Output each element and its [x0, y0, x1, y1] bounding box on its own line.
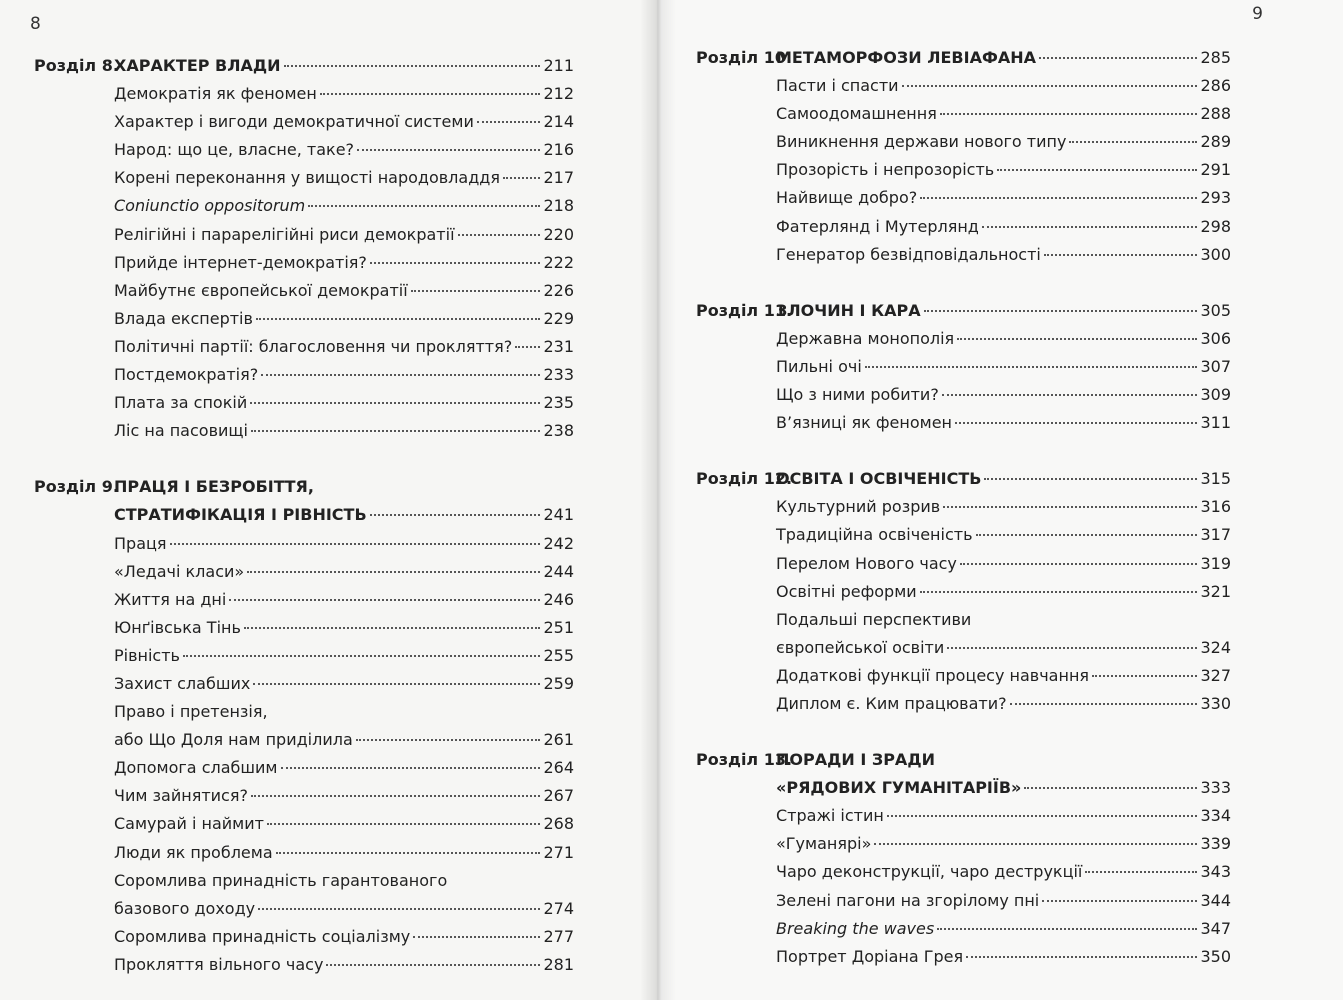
toc-entry[interactable]: [696, 100, 1231, 128]
leader-dots: [251, 795, 541, 797]
left-page: [0, 0, 658, 1000]
toc-left: [34, 52, 574, 979]
leader-dots: [256, 318, 541, 320]
toc-chapter-13-line2[interactable]: [696, 774, 1231, 802]
leader-dots: [244, 627, 541, 629]
toc-entry[interactable]: [34, 642, 574, 670]
page-ref: 343: [1200, 862, 1231, 882]
toc-entry[interactable]: [34, 136, 574, 164]
leader-dots: [247, 571, 540, 573]
page-ref: 285: [1200, 48, 1231, 67]
leader-dots: [251, 430, 541, 432]
toc-entry[interactable]: [34, 80, 574, 108]
chapter-13-sections: [696, 802, 1231, 971]
leader-dots: [997, 169, 1197, 171]
entry-title: базового доходу: [114, 898, 256, 918]
entry-title: Пильні очі: [776, 356, 862, 376]
toc-entry[interactable]: [696, 802, 1231, 830]
chapter-title: ОСВІТА І ОСВІЧЕНІСТЬ: [776, 469, 982, 489]
leader-dots: [887, 815, 1198, 817]
entry-title: Перелом Нового часу: [776, 553, 957, 573]
entry-title: Фатерлянд і Мутерлянд: [776, 216, 979, 236]
toc-entry[interactable]: [34, 614, 574, 642]
toc-entry[interactable]: [34, 305, 574, 333]
entry-title: Праця: [114, 533, 167, 553]
entry-title: Самурай і наймит: [114, 814, 264, 834]
leader-dots: [503, 177, 540, 179]
page-ref: 333: [1200, 778, 1231, 798]
chapter-title: ХАРАКТЕР ВЛАДИ: [114, 56, 281, 75]
toc-right: [696, 44, 1231, 971]
entry-title: Генератор безвідповідальності: [776, 244, 1041, 264]
entry-title: Виникнення держави нового типу: [776, 132, 1067, 152]
leader-dots: [284, 65, 541, 67]
toc-entry[interactable]: [696, 690, 1231, 718]
chapter-12-sections-a: [696, 493, 1231, 605]
entry-title: Освітні реформи: [776, 581, 917, 601]
page-ref: 261: [543, 730, 574, 750]
leader-dots: [413, 936, 540, 938]
entry-title: Чаро деконструкції, чаро деструкції: [776, 862, 1083, 882]
chapter-label: Розділ 8.: [34, 56, 119, 75]
toc-entry[interactable]: [34, 951, 574, 979]
page-ref: 311: [1200, 413, 1231, 433]
leader-dots: [942, 394, 1198, 396]
page-ref: 289: [1200, 132, 1231, 152]
leader-dots: [957, 338, 1197, 340]
toc-entry[interactable]: [696, 409, 1231, 437]
leader-dots: [940, 113, 1198, 115]
page-ref: 214: [543, 112, 574, 132]
leader-dots: [515, 346, 540, 348]
page-ref: 334: [1200, 806, 1231, 826]
page-ref: 316: [1200, 497, 1231, 517]
toc-chapter-9-line2[interactable]: [34, 501, 574, 529]
toc-entry[interactable]: [34, 108, 574, 136]
page-ref: 288: [1200, 104, 1231, 124]
page-ref: 307: [1200, 356, 1231, 376]
leader-dots: [258, 908, 540, 910]
entry-title: Державна монополія: [776, 328, 955, 348]
page-ref: 268: [543, 814, 574, 834]
entry-title: Народ: що це, власне, таке?: [114, 140, 355, 160]
toc-entry-doxid-line1[interactable]: [34, 867, 574, 895]
toc-entry[interactable]: [696, 72, 1231, 100]
entry-title: Корені переконання у вищості народовладдя: [114, 168, 500, 188]
leader-dots: [937, 928, 1197, 930]
entry-title: Ліс на пасовищі: [114, 421, 248, 441]
page-ref: 293: [1200, 188, 1231, 208]
entry-title: Постдемократія?: [114, 365, 259, 385]
page-ref: 317: [1200, 525, 1231, 545]
toc-entry[interactable]: [34, 277, 574, 305]
page-number-left: 8: [30, 14, 41, 34]
entry-title: Традиційна освіченість: [776, 525, 973, 545]
entry-title: або Що Доля нам приділила: [114, 730, 353, 750]
leader-dots: [276, 852, 541, 854]
entry-title: Допомога слабшим: [114, 758, 278, 778]
leader-dots: [357, 149, 540, 151]
entry-title: Пасти і спасти: [776, 76, 899, 96]
toc-entry[interactable]: [34, 530, 574, 558]
chapter-8-sections: [34, 80, 574, 445]
entry-title: Право і претензія,: [114, 702, 268, 722]
page-number-right: 9: [1252, 4, 1263, 24]
page-ref: 350: [1200, 946, 1231, 966]
leader-dots: [170, 543, 541, 545]
leader-dots: [183, 655, 540, 657]
entry-title: Найвище добро?: [776, 188, 918, 208]
entry-title: Юнґівська Тінь: [114, 617, 241, 637]
entry-title: Релігійні і парарелігійні риси демократії: [114, 224, 455, 244]
leader-dots: [1044, 254, 1198, 256]
page-ref: 347: [1200, 918, 1231, 938]
leader-dots: [924, 310, 1198, 312]
leader-dots: [955, 422, 1197, 424]
page-ref: 238: [543, 421, 574, 441]
leader-dots: [477, 121, 541, 123]
entry-title: Влада експертів: [114, 308, 253, 328]
toc-entry[interactable]: [34, 782, 574, 810]
chapter-label: Розділ 12.: [696, 469, 793, 489]
toc-entry[interactable]: [696, 915, 1231, 943]
page-ref: 300: [1200, 244, 1231, 264]
toc-entry[interactable]: [34, 586, 574, 614]
leader-dots: [984, 478, 1197, 480]
entry-title: Додаткові функції процесу навчання: [776, 665, 1090, 685]
toc-entry[interactable]: [34, 221, 574, 249]
toc-entry[interactable]: [34, 670, 574, 698]
page-ref: 242: [543, 533, 574, 553]
leader-dots: [1069, 141, 1197, 143]
page-ref: 241: [543, 505, 574, 525]
leader-dots: [966, 956, 1197, 958]
toc-entry[interactable]: [696, 550, 1231, 578]
page-ref: 235: [543, 393, 574, 413]
entry-title: Прокляття вільного часу: [114, 954, 324, 974]
leader-dots: [976, 534, 1198, 536]
leader-dots: [370, 262, 541, 264]
page-ref: 217: [543, 168, 574, 188]
chapter-label: Розділ 10.: [696, 48, 793, 67]
leader-dots: [326, 964, 540, 966]
toc-entry[interactable]: [696, 887, 1231, 915]
leader-dots: [281, 767, 541, 769]
page-ref: 259: [543, 673, 574, 693]
page-ref: 244: [543, 561, 574, 581]
leader-dots: [356, 739, 541, 741]
toc-chapter-13[interactable]: [696, 746, 1231, 774]
page-ref: 330: [1200, 693, 1231, 713]
leader-dots: [261, 374, 540, 376]
toc-entry-persp-line1[interactable]: [696, 606, 1231, 634]
entry-title: Стражі істин: [776, 806, 884, 826]
right-page: [658, 0, 1343, 1000]
toc-entry[interactable]: [34, 164, 574, 192]
page-ref: 281: [543, 954, 574, 974]
toc-entry[interactable]: [34, 754, 574, 782]
leader-dots: [1042, 900, 1197, 902]
toc-chapter-11[interactable]: [696, 297, 1231, 325]
toc-entry[interactable]: [34, 361, 574, 389]
leader-dots: [947, 647, 1197, 649]
toc-entry[interactable]: [34, 839, 574, 867]
toc-entry[interactable]: [696, 184, 1231, 212]
toc-entry[interactable]: [696, 521, 1231, 549]
toc-entry[interactable]: [696, 943, 1231, 971]
toc-entry[interactable]: [34, 923, 574, 951]
toc-entry[interactable]: [696, 858, 1231, 886]
entry-title: Життя на дні: [114, 589, 227, 609]
page-ref: 309: [1200, 385, 1231, 405]
page-ref: 255: [543, 645, 574, 665]
entry-title: європейської освіти: [776, 637, 945, 657]
toc-chapter-8[interactable]: [34, 52, 574, 80]
page-ref: 306: [1200, 328, 1231, 348]
entry-title: В’язниці як феномен: [776, 413, 952, 433]
toc-entry[interactable]: [696, 156, 1231, 184]
leader-dots: [1092, 675, 1197, 677]
page-ref: 327: [1200, 665, 1231, 685]
chapter-title-line1: ПРАЦЯ І БЕЗРОБІТТЯ,: [114, 477, 314, 497]
leader-dots: [267, 823, 541, 825]
leader-dots: [411, 290, 541, 292]
page-ref: 286: [1200, 76, 1231, 96]
page-ref: 324: [1200, 637, 1231, 657]
leader-dots: [920, 591, 1198, 593]
entry-title: Що з ними робити?: [776, 385, 939, 405]
page-ref: 274: [543, 898, 574, 918]
entry-title: Прозорість і непрозорість: [776, 160, 995, 180]
toc-chapter-10[interactable]: [696, 44, 1231, 72]
entry-title: Диплом є. Ким працювати?: [776, 693, 1007, 713]
entry-title: Соромлива принадність соціалізму: [114, 926, 411, 946]
leader-dots: [320, 93, 541, 95]
toc-entry[interactable]: [34, 417, 574, 445]
toc-entry-pravo-line1[interactable]: [34, 698, 574, 726]
entry-title: Рівність: [114, 645, 180, 665]
toc-entry-doxid-line2[interactable]: [34, 895, 574, 923]
entry-title: Культурний розрив: [776, 497, 941, 517]
entry-title: Захист слабших: [114, 673, 251, 693]
entry-title: Coniunctio oppositorum: [114, 196, 306, 216]
leader-dots: [250, 402, 540, 404]
entry-title: Самоодомашнення: [776, 104, 937, 124]
leader-dots: [960, 563, 1198, 565]
leader-dots: [1024, 787, 1197, 789]
entry-title: Чим зайнятися?: [114, 786, 248, 806]
entry-title: Breaking the waves: [776, 918, 935, 938]
toc-entry[interactable]: [696, 578, 1231, 606]
page-ref: 211: [543, 56, 574, 75]
page-ref: 220: [543, 224, 574, 244]
leader-dots: [458, 234, 541, 236]
leader-dots: [874, 843, 1197, 845]
leader-dots: [229, 599, 540, 601]
chapter-title: МЕТАМОРФОЗИ ЛЕВІАФАНА: [776, 48, 1036, 67]
toc-entry[interactable]: [696, 493, 1231, 521]
leader-dots: [308, 205, 540, 207]
page-ref: 305: [1200, 300, 1231, 320]
chapter-title-line1: ПОРАДИ І ЗРАДИ: [776, 750, 935, 770]
entry-title: Соромлива принадність гарантованого: [114, 870, 448, 890]
leader-dots: [1039, 57, 1197, 59]
page-ref: 319: [1200, 553, 1231, 573]
chapter-label: Розділ 9.: [34, 477, 119, 497]
page-ref: 222: [543, 252, 574, 272]
entry-title: Майбутнє європейської демократії: [114, 280, 408, 300]
page-ref: 229: [543, 308, 574, 328]
leader-dots: [982, 226, 1198, 228]
leader-dots: [943, 506, 1197, 508]
page-ref: 321: [1200, 581, 1231, 601]
toc-entry[interactable]: [696, 662, 1231, 690]
page-ref: 298: [1200, 216, 1231, 236]
toc-entry-pravo-line2[interactable]: [34, 726, 574, 754]
entry-title: Люди як проблема: [114, 842, 273, 862]
chapter-12-sections-b: [696, 662, 1231, 718]
chapter-9-sections-c: [34, 923, 574, 979]
leader-dots: [902, 85, 1198, 87]
chapter-title: ЗЛОЧИН І КАРА: [776, 300, 921, 320]
page-ref: 267: [543, 786, 574, 806]
page-ref: 277: [543, 926, 574, 946]
toc-entry[interactable]: [34, 192, 574, 220]
leader-dots: [1085, 871, 1197, 873]
page-ref: 218: [543, 196, 574, 216]
entry-title: Демократія як феномен: [114, 84, 317, 104]
leader-dots: [370, 514, 541, 516]
leader-dots: [253, 683, 540, 685]
page-ref: 226: [543, 280, 574, 300]
page-ref: 264: [543, 758, 574, 778]
page-ref: 271: [543, 842, 574, 862]
entry-title: Характер і вигоди демократичної системи: [114, 112, 474, 132]
leader-dots: [1010, 703, 1198, 705]
toc-entry[interactable]: [34, 389, 574, 417]
toc-entry[interactable]: [696, 128, 1231, 156]
page-ref: 231: [543, 336, 574, 356]
page-ref: 344: [1200, 890, 1231, 910]
entry-title: Зелені пагони на згорілому пні: [776, 890, 1040, 910]
chapter-label: Розділ 11.: [696, 300, 793, 320]
toc-entry[interactable]: [696, 830, 1231, 858]
page-ref: 339: [1200, 834, 1231, 854]
page-ref: 212: [543, 84, 574, 104]
page-ref: 246: [543, 589, 574, 609]
toc-entry[interactable]: [696, 241, 1231, 269]
chapter-9-sections-b: [34, 754, 574, 866]
chapter-label: Розділ 13.: [696, 750, 793, 770]
leader-dots: [865, 366, 1198, 368]
entry-title: Подальші перспективи: [776, 609, 972, 629]
chapter-11-sections: [696, 325, 1231, 437]
page-ref: 216: [543, 140, 574, 160]
toc-entry[interactable]: [34, 333, 574, 361]
toc-entry[interactable]: [696, 213, 1231, 241]
toc-entry[interactable]: [34, 810, 574, 838]
chapter-title-line2: «РЯДОВИХ ГУМАНІТАРІЇВ»: [776, 778, 1022, 798]
toc-entry-persp-line2[interactable]: [696, 634, 1231, 662]
toc-entry[interactable]: [34, 249, 574, 277]
toc-entry[interactable]: [696, 381, 1231, 409]
toc-entry[interactable]: [696, 353, 1231, 381]
page-ref: 291: [1200, 160, 1231, 180]
chapter-title-line2: СТРАТИФІКАЦІЯ І РІВНІСТЬ: [114, 505, 367, 525]
entry-title: Прийде інтернет-демократія?: [114, 252, 367, 272]
page-ref: 233: [543, 365, 574, 385]
entry-title: Політичні партії: благословення чи прокляття?: [114, 336, 513, 356]
entry-title: Плата за спокій: [114, 393, 248, 413]
page-ref: 251: [543, 617, 574, 637]
toc-chapter-12[interactable]: [696, 465, 1231, 493]
entry-title: «Гуманярі»: [776, 834, 872, 854]
toc-entry[interactable]: [696, 325, 1231, 353]
page-ref: 315: [1200, 469, 1231, 489]
toc-chapter-9[interactable]: [34, 473, 574, 501]
entry-title: Портрет Доріана Грея: [776, 946, 964, 966]
entry-title: «Ледачі класи»: [114, 561, 245, 581]
toc-entry[interactable]: [34, 558, 574, 586]
chapter-10-sections: [696, 72, 1231, 269]
leader-dots: [920, 197, 1197, 199]
chapter-9-sections-a: [34, 530, 574, 699]
